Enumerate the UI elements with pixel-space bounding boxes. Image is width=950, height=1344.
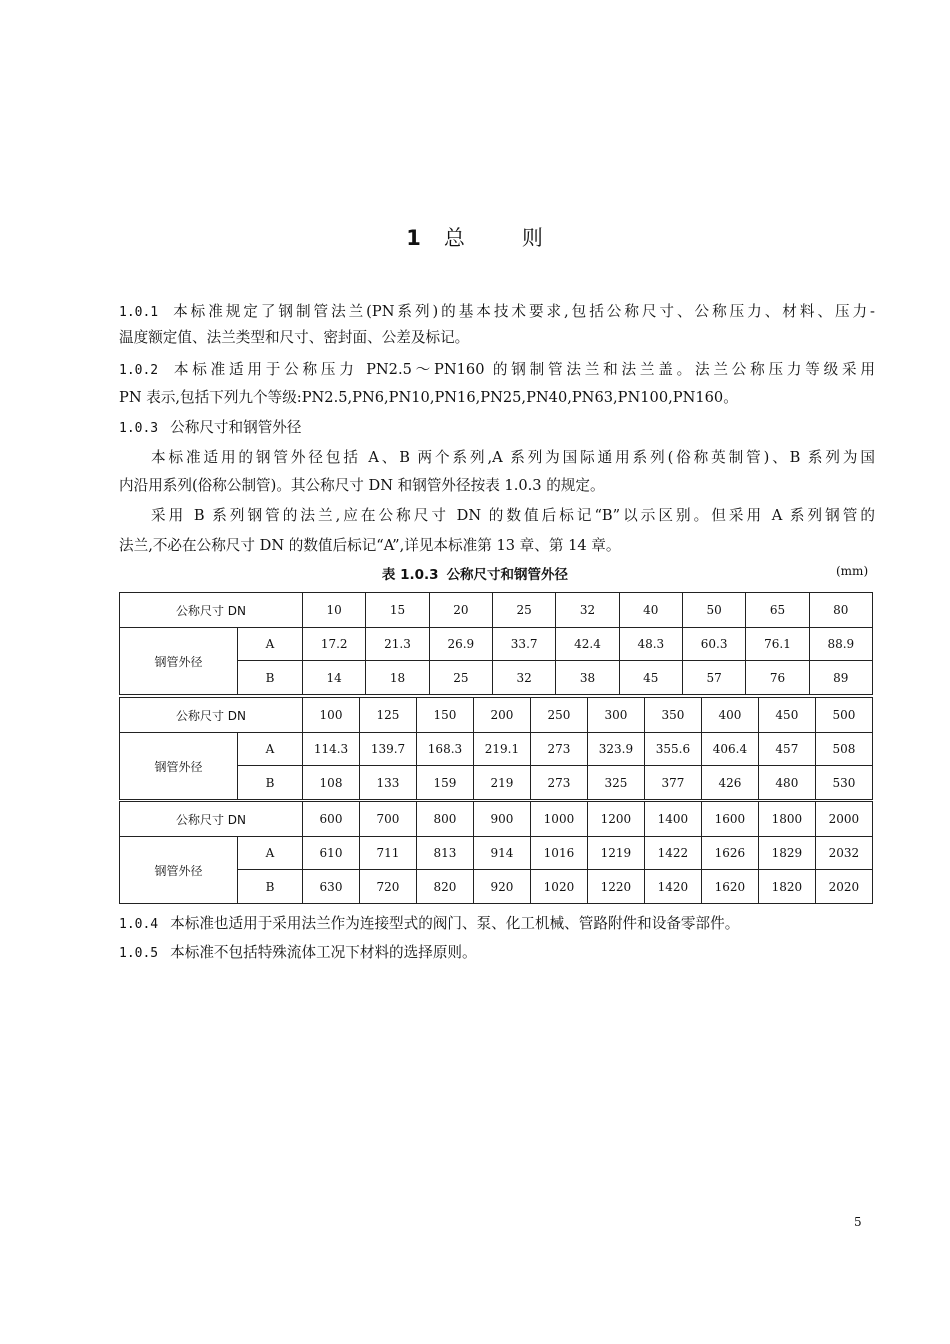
para-text: 本标准不包括特殊流体工况下材料的选择原则。: [170, 944, 477, 961]
od-b-cell: 630: [303, 870, 360, 904]
dn-od-table-block-1: [119, 592, 873, 695]
dn-cell: 600: [303, 802, 360, 837]
od-b-cell: 133: [360, 766, 417, 800]
od-a-cell: 26.9: [429, 628, 492, 661]
para-1-0-2-line-2: PN 表示,包括下列九个等级:PN2.5,PN6,PN10,PN16,PN25,PN40,PN63,PN100,PN160。: [119, 389, 738, 406]
od-b-cell: 2020: [815, 870, 872, 904]
od-a-cell: 42.4: [556, 628, 619, 661]
od-b-cell: 377: [644, 766, 701, 800]
dn-cell: 1000: [530, 802, 587, 837]
od-b-cell: 25: [429, 661, 492, 695]
od-a-cell: 48.3: [619, 628, 682, 661]
table-row: [120, 802, 873, 837]
chapter-word-2: 则: [521, 226, 544, 250]
od-b-cell: 426: [701, 766, 758, 800]
para-1-0-4: [119, 914, 875, 935]
dn-cell: 900: [473, 802, 530, 837]
dn-label: 公称尺寸 DN: [120, 802, 303, 837]
dn-cell: 250: [530, 698, 587, 733]
od-label: 钢管外径: [120, 837, 238, 904]
dn-cell: 80: [809, 593, 872, 628]
series-b-label: B: [238, 766, 303, 800]
od-a-cell: 168.3: [416, 733, 473, 766]
dn-cell: 65: [746, 593, 809, 628]
page-number: 5: [854, 1215, 862, 1229]
table-row: [120, 698, 873, 733]
chapter-word-1: 总: [443, 226, 466, 250]
od-a-cell: 610: [303, 837, 360, 870]
para-text: 本标准适用于公称压力 PN2.5～PN160 的钢制管法兰和法兰盖。法兰公称压力等级采用: [170, 361, 875, 378]
od-a-cell: 139.7: [360, 733, 417, 766]
table-row: [120, 593, 873, 628]
dn-cell: 350: [644, 698, 701, 733]
od-a-cell: 1219: [587, 837, 644, 870]
section-number: 1.0.1: [119, 305, 159, 320]
od-a-cell: 273: [530, 733, 587, 766]
od-a-cell: 406.4: [701, 733, 758, 766]
od-a-cell: 33.7: [493, 628, 556, 661]
od-a-cell: 2032: [815, 837, 872, 870]
dn-cell: 40: [619, 593, 682, 628]
od-a-cell: 508: [815, 733, 872, 766]
od-a-cell: 219.1: [473, 733, 530, 766]
para-1-0-5: [119, 943, 875, 964]
od-b-cell: 32: [493, 661, 556, 695]
od-b-cell: 325: [587, 766, 644, 800]
od-b-cell: 480: [758, 766, 815, 800]
table-caption: [0, 563, 950, 583]
od-a-cell: 114.3: [303, 733, 360, 766]
od-b-cell: 18: [366, 661, 429, 695]
para-1-0-2-line-1: [119, 360, 875, 381]
dn-cell: 100: [303, 698, 360, 733]
dn-cell: 15: [366, 593, 429, 628]
od-b-cell: 1620: [701, 870, 758, 904]
od-b-cell: 1420: [644, 870, 701, 904]
od-a-cell: 813: [416, 837, 473, 870]
od-a-cell: 1626: [701, 837, 758, 870]
od-a-cell: 355.6: [644, 733, 701, 766]
section-number: 1.0.5: [119, 946, 159, 961]
table-row: [120, 628, 873, 661]
dn-cell: 1800: [758, 802, 815, 837]
table-caption-title: 公称尺寸和钢管外径: [446, 567, 569, 583]
dn-cell: 300: [587, 698, 644, 733]
dn-od-table-block-2: [119, 697, 873, 800]
series-b-label: B: [238, 870, 303, 904]
para-text: 本标准规定了钢制管法兰(PN系列)的基本技术要求,包括公称尺寸、公称压力、材料、压力-: [170, 303, 875, 320]
chapter-number: 1: [406, 226, 422, 250]
dn-cell: 150: [416, 698, 473, 733]
table-row: [120, 837, 873, 870]
od-a-cell: 60.3: [682, 628, 745, 661]
section-number: 1.0.4: [119, 917, 159, 932]
dn-cell: 20: [429, 593, 492, 628]
od-a-cell: 88.9: [809, 628, 872, 661]
para-1-0-3-a-line-2: 内沿用系列(俗称公制管)。其公称尺寸 DN 和钢管外径按表 1.0.3 的规定。: [119, 477, 605, 494]
od-b-cell: 820: [416, 870, 473, 904]
dn-label: 公称尺寸 DN: [120, 698, 303, 733]
od-b-cell: 76: [746, 661, 809, 695]
dn-cell: 125: [360, 698, 417, 733]
od-b-cell: 219: [473, 766, 530, 800]
para-text: 本标准也适用于采用法兰作为连接型式的阀门、泵、化工机械、管路附件和设备零部件。: [170, 915, 740, 932]
dn-cell: 1200: [587, 802, 644, 837]
series-a-label: A: [238, 837, 303, 870]
dn-cell: 700: [360, 802, 417, 837]
od-b-cell: 273: [530, 766, 587, 800]
od-a-cell: 914: [473, 837, 530, 870]
dn-cell: 1400: [644, 802, 701, 837]
od-b-cell: 159: [416, 766, 473, 800]
od-a-cell: 21.3: [366, 628, 429, 661]
od-a-cell: 711: [360, 837, 417, 870]
dn-cell: 10: [303, 593, 366, 628]
od-b-cell: 920: [473, 870, 530, 904]
od-label: 钢管外径: [120, 733, 238, 800]
series-a-label: A: [238, 628, 303, 661]
dn-cell: 500: [815, 698, 872, 733]
para-1-0-3-b-line-2: 法兰,不必在公称尺寸 DN 的数值后标记“A”,详见本标准第 13 章、第 14 章。: [119, 537, 621, 554]
para-1-0-3-b-line-1: 采用 B 系列钢管的法兰,应在公称尺寸 DN 的数值后标记“B”以示区别。但采用 A 系列钢管的: [151, 507, 875, 524]
od-b-cell: 1220: [587, 870, 644, 904]
para-1-0-1-line-1: [119, 302, 875, 323]
section-number: 1.0.3: [119, 421, 159, 436]
section-number: 1.0.2: [119, 363, 159, 378]
od-b-cell: 108: [303, 766, 360, 800]
od-b-cell: 1020: [530, 870, 587, 904]
series-b-label: B: [238, 661, 303, 695]
dn-cell: 800: [416, 802, 473, 837]
table-unit: (mm): [836, 564, 869, 578]
dn-cell: 2000: [815, 802, 872, 837]
od-a-cell: 17.2: [303, 628, 366, 661]
dn-label: 公称尺寸 DN: [120, 593, 303, 628]
od-a-cell: 76.1: [746, 628, 809, 661]
dn-od-table-block-3: [119, 801, 873, 904]
series-a-label: A: [238, 733, 303, 766]
dn-cell: 200: [473, 698, 530, 733]
dn-cell: 400: [701, 698, 758, 733]
para-1-0-3-heading: [119, 418, 875, 439]
dn-cell: 450: [758, 698, 815, 733]
od-b-cell: 1820: [758, 870, 815, 904]
od-b-cell: 14: [303, 661, 366, 695]
od-b-cell: 530: [815, 766, 872, 800]
od-a-cell: 1422: [644, 837, 701, 870]
para-1-0-3-a-line-1: 本标准适用的钢管外径包括 A、B 两个系列,A 系列为国际通用系列(俗称英制管)、B 系列为国: [151, 449, 875, 466]
dn-cell: 50: [682, 593, 745, 628]
od-a-cell: 457: [758, 733, 815, 766]
table-row: [120, 733, 873, 766]
dn-cell: 25: [493, 593, 556, 628]
od-a-cell: 1016: [530, 837, 587, 870]
od-b-cell: 89: [809, 661, 872, 695]
od-b-cell: 38: [556, 661, 619, 695]
od-a-cell: 1829: [758, 837, 815, 870]
table-caption-number: 表 1.0.3: [381, 567, 439, 583]
od-label: 钢管外径: [120, 628, 238, 695]
dn-cell: 32: [556, 593, 619, 628]
dn-cell: 1600: [701, 802, 758, 837]
od-b-cell: 57: [682, 661, 745, 695]
od-a-cell: 323.9: [587, 733, 644, 766]
para-1-0-1-line-2: 温度额定值、法兰类型和尺寸、密封面、公差及标记。: [119, 329, 470, 346]
para-text: 公称尺寸和钢管外径: [170, 419, 302, 436]
chapter-title: [0, 222, 950, 252]
od-b-cell: 45: [619, 661, 682, 695]
od-b-cell: 720: [360, 870, 417, 904]
